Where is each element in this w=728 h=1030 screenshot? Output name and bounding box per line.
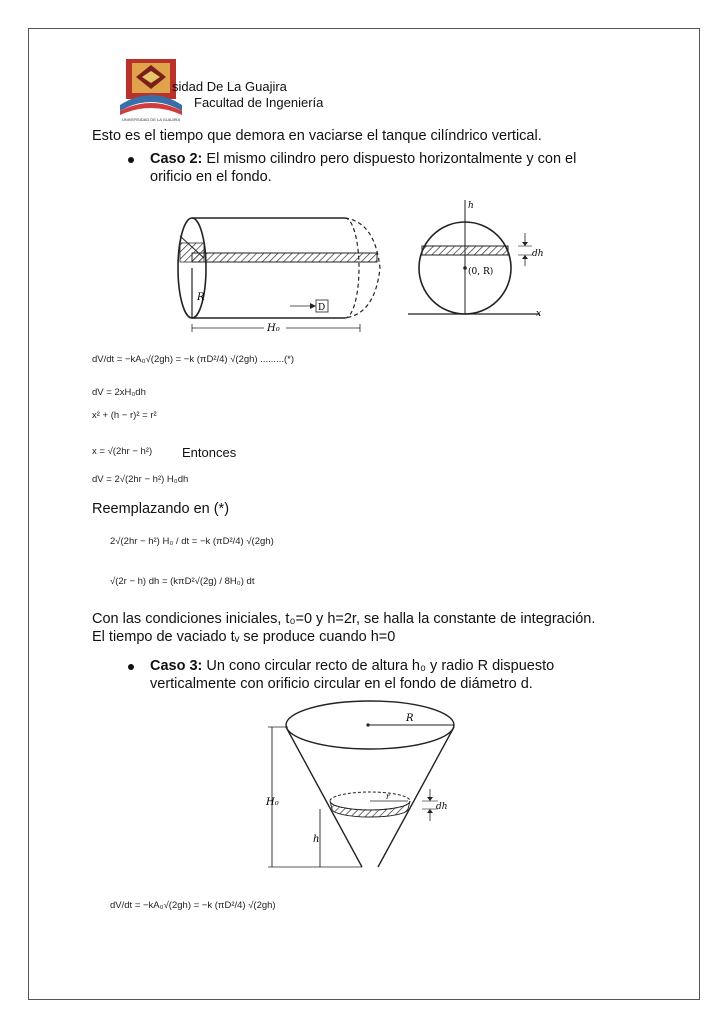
conditions-line2: El tiempo de vaciado tᵥ se produce cuando h=0 (92, 629, 396, 645)
figure-cone (258, 697, 458, 877)
svg-text:UNIVERSIDAD DE LA GUAJIRA: UNIVERSIDAD DE LA GUAJIRA (121, 117, 181, 122)
svg-text:R: R (406, 713, 414, 724)
svg-text:D: D (318, 303, 326, 313)
bullet-case2 (128, 157, 134, 163)
entonces-text: Entonces (182, 445, 237, 460)
svg-text:dh: dh (532, 249, 544, 259)
equation-6: 2√(2hr − h²) H₀ / dt = −k (πD²/4) √(2gh) (110, 536, 274, 547)
reemplazando-text: Reemplazando en (*) (92, 501, 230, 517)
svg-text:x: x (536, 309, 542, 319)
equation-3: x² + (h − r)² = r² (92, 410, 157, 421)
svg-text:r: r (386, 792, 390, 801)
equation-4: x = √(2hr − h²) (92, 446, 153, 457)
svg-text:R: R (197, 292, 205, 303)
equation-1: dV/dt = −kA₀√(2gh) = −k (πD²/4) √(2gh) .........(*) (92, 354, 295, 365)
svg-text:H₀: H₀ (267, 323, 280, 334)
svg-text:h: h (468, 201, 474, 211)
equation-5: dV = 2√(2hr − h²) H₀dh (92, 474, 189, 485)
svg-text:h: h (313, 834, 320, 845)
paragraph-vertical-tank: Esto es el tiempo que demora en vaciarse el tanque cilíndrico vertical. (92, 128, 542, 144)
case3-text: Caso 3: Un cono circular recto de altura h₀ y radio R dispuesto (150, 658, 555, 674)
university-name: sidad De La Guajira (172, 79, 287, 94)
case2-text-line2: orificio en el fondo. (150, 169, 272, 185)
case3-text-line2: verticalmente con orificio circular en el fondo de diámetro d. (150, 676, 533, 692)
svg-text:dh: dh (436, 802, 448, 812)
faculty-name: Facultad de Ingeniería (194, 95, 324, 110)
conditions-line1: Con las condiciones iniciales, t₀=0 y h=2r, se halla la constante de integración. (92, 611, 596, 627)
case2-text: Caso 2: El mismo cilindro pero dispuesto horizontalmente y con el (150, 151, 577, 167)
svg-text:(0, R): (0, R) (468, 267, 494, 277)
svg-text:H₀: H₀ (266, 797, 279, 808)
equation-8: dV/dt = −kA₀√(2gh) = −k (πD²/4) √(2gh) (110, 900, 276, 911)
equation-2: dV = 2xH₀dh (92, 387, 146, 398)
equation-7: √(2r − h) dh = (kπD²√(2g) / 8H₀) dt (110, 576, 255, 587)
figure-horizontal-cylinder (170, 198, 555, 346)
bullet-case3 (128, 664, 134, 670)
